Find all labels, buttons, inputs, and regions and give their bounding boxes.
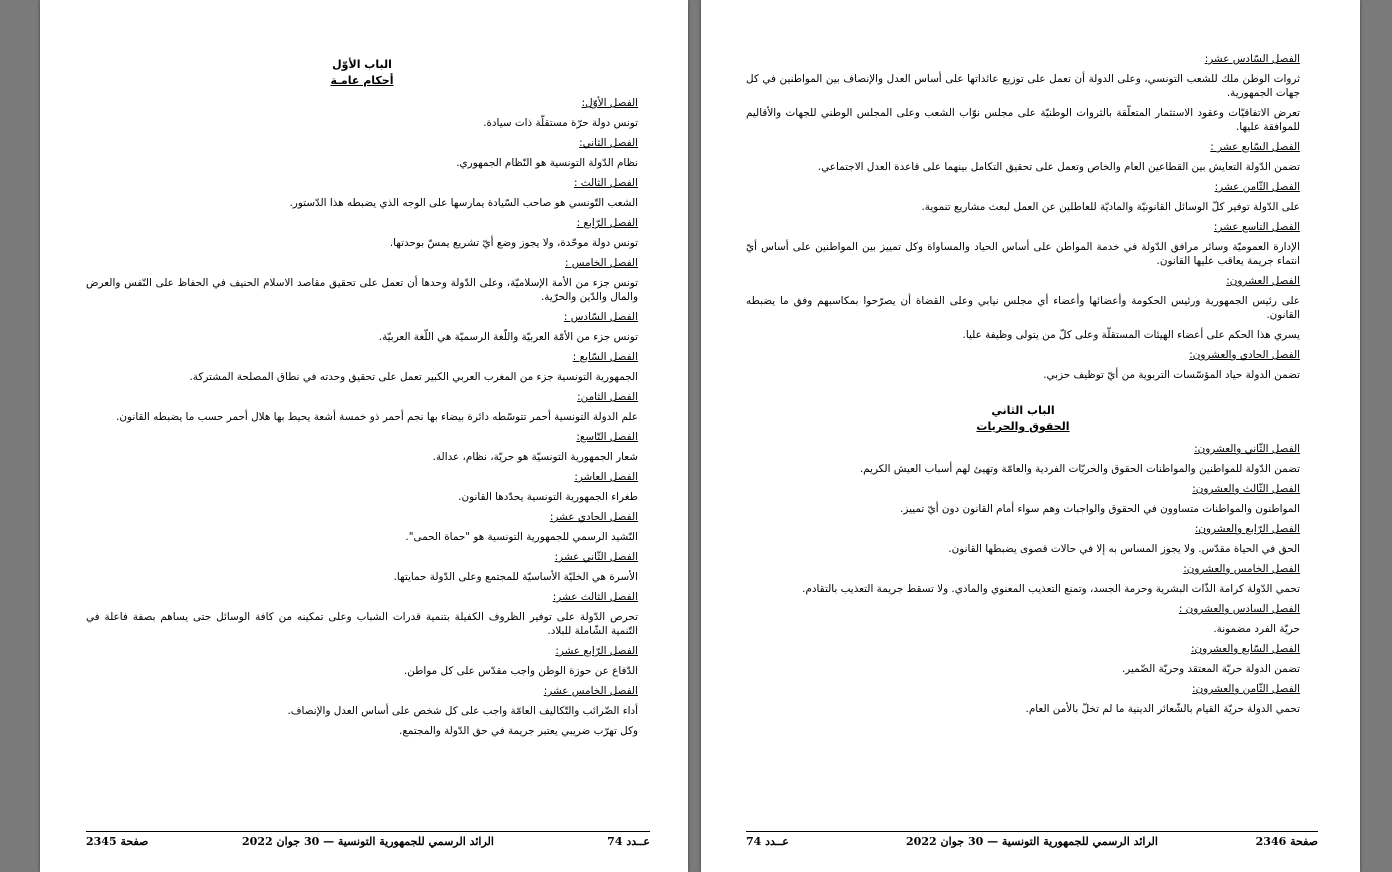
article — [86, 470, 638, 504]
article-heading: الفصل الثّاني والعشرون: — [1194, 443, 1300, 455]
article-text: تضمن الدّولة للمواطنين والمواطنات الحقوق والحريّات الفردية والعامّة وتهيئ لهم أسباب العيش الكريم. — [859, 463, 1300, 475]
article-heading: الفصل الثّامن عشر: — [1214, 181, 1300, 193]
article — [746, 442, 1300, 476]
article-heading: الفصل العشرون: — [1226, 275, 1300, 287]
article-heading: الفصل الخامس عشر: — [543, 685, 638, 697]
gazette-page-left — [40, 0, 688, 872]
article-text: نظام الدّولة التونسية هو النّظام الجمهوري. — [456, 157, 638, 169]
page-number: صفحة 2345 — [86, 835, 149, 848]
article-text: علم الدولة التونسية أحمر تتوسّطه دائرة بيضاء بها نجم أحمر ذو خمسة أشعة يحيط بها هلال أحمر حسب ما يضبطه القانون. — [116, 411, 638, 423]
article-text: تحرص الدّولة على توفير الظروف الكفيلة بتنمية قدرات الشباب وعلى تمكينه من كافة الوسائل حتى يساهم بصفة فاعلة في التّنمية الشّاملة للبلاد. — [86, 611, 638, 637]
article — [746, 52, 1300, 134]
article-text: تونس جزء من الأمة الإسلاميّة، وعلى الدّولة وحدها أن تعمل على تحقيق مقاصد الاسلام الحنيف في الحفاظ على النّفس والعرض والمال والدّين والحرّية. — [86, 277, 638, 303]
articles-list — [746, 442, 1300, 716]
article-text: شعار الجمهورية التونسيّة هو حريّة، نظام، عدالة. — [432, 451, 638, 463]
article-heading: الفصل الثّالث والعشرون: — [1192, 483, 1300, 495]
article-text: تونس جزء من الأمّة العربيّة واللّغة الرسميّة هي اللّغة العربيّة. — [378, 331, 638, 343]
article-heading: الفصل الحادي والعشرون: — [1189, 349, 1300, 361]
gazette-title: الرائد الرسمي للجمهورية التونسية — 30 جوان 2022 — [906, 835, 1158, 848]
article — [746, 562, 1300, 596]
article-heading: الفصل الثّاني عشر: — [554, 551, 638, 563]
article-text: وكل تهرّب ضريبي يعتبر جريمة في حق الدّولة والمجتمع. — [399, 725, 638, 737]
article-text: يسري هذا الحكم على أعضاء الهيئات المستقلّة وعلى كلّ من يتولى وظيفة عليا. — [962, 329, 1300, 341]
article — [86, 390, 638, 424]
article — [86, 216, 638, 250]
article-heading: الفصل الحادي عشر: — [549, 511, 638, 523]
article — [86, 510, 638, 544]
gazette-page-right — [701, 0, 1360, 872]
article-text: الشعب التّونسي هو صاحب السّيادة يمارسها على الوجه الذي يضبطه هذا الدّستور. — [289, 197, 638, 209]
article-heading: الفصل الثامن: — [577, 391, 638, 403]
article-text: تضمن الدولة حريّة المعتقد وحريّة الضّمير. — [1121, 663, 1300, 675]
issue-number: عــدد 74 — [746, 835, 789, 848]
article-heading: الفصل الخامس : — [564, 257, 638, 269]
chapter-title: الباب الثاني — [991, 404, 1055, 417]
article-text: الجمهورية التونسية جزء من المغرب العربي الكبير تعمل على تحقيق وحدته في نطاق المصلحة المشتركة. — [189, 371, 638, 383]
article-text: النّشيد الرسمي للجمهورية التونسية هو "حماة الحمى". — [405, 531, 638, 543]
page-footer — [746, 831, 1318, 850]
article-text: تونس دولة حرّة مستقلّة ذات سيادة. — [483, 117, 638, 129]
article-text: تضمن الدّولة التعايش بين القطاعين العام والخاص وتعمل على تحقيق التكامل بينهما على قاعدة العدل الاجتماعي. — [817, 161, 1300, 173]
article-heading: الفصل الثالث عشر: — [552, 591, 638, 603]
article — [86, 310, 638, 344]
article — [746, 348, 1300, 382]
article — [86, 176, 638, 210]
page-left-content — [86, 58, 638, 744]
article — [746, 602, 1300, 636]
article — [86, 256, 638, 304]
article — [746, 522, 1300, 556]
article — [86, 350, 638, 384]
article-text: الإدارة العموميّة وسائر مرافق الدّولة في خدمة المواطن على أساس الحياد والمساواة وكل تمييز بين المواطنين على أساس أيّ انتماء جريمة يعاقب عليها القانون. — [746, 241, 1300, 267]
article-text: ثروات الوطن ملك للشعب التونسي، وعلى الدولة أن تعمل على توزيع عائداتها على أساس العدل والإنصاف بين المواطنين في كل جهات الجمهورية. — [746, 73, 1300, 99]
article — [86, 550, 638, 584]
article-heading: الفصل التاسع عشر: — [1213, 221, 1300, 233]
article-heading: الفصل السّابع والعشرون: — [1191, 643, 1300, 655]
article-text: طغراء الجمهورية التونسية يحدّدها القانون. — [458, 491, 638, 503]
article — [746, 482, 1300, 516]
article-text: تضمن الدولة حياد المؤسّسات التربوية من أيّ توظيف حزبي. — [1043, 369, 1300, 381]
page-footer — [86, 831, 650, 850]
article-text: تحمي الدولة حريّة القيام بالشّعائر الدينية ما لم تخلّ بالأمن العام. — [1025, 703, 1300, 715]
page-right-content — [746, 52, 1300, 722]
article-text: تونس دولة موحّدة، ولا يجوز وضع أيّ تشريع يمسّ بوحدتها. — [389, 237, 638, 249]
chapter-subtitle: الحقوق والحريات — [976, 420, 1070, 433]
article-heading: الفصل الرّابع والعشرون: — [1194, 523, 1300, 535]
article-heading: الفصل الثّامن والعشرون: — [1192, 683, 1300, 695]
articles-list — [86, 96, 638, 738]
article-text: المواطنون والمواطنات متساوون في الحقوق والواجبات وهم سواء أمام القانون دون أيّ تمييز. — [900, 503, 1300, 515]
page-number: صفحة 2346 — [1255, 835, 1318, 848]
article-heading: الفصل السّادس : — [563, 311, 638, 323]
article-text: الدّفاع عن حوزة الوطن واجب مقدّس على كل مواطن. — [403, 665, 638, 677]
article-heading: الفصل السادس والعشرون : — [1178, 603, 1300, 615]
issue-number: عــدد 74 — [607, 835, 650, 848]
article — [86, 644, 638, 678]
article — [86, 136, 638, 170]
articles-list — [746, 52, 1300, 382]
article-text: على الدّولة توفير كلّ الوسائل القانونيّة والماديّة للعاطلين عن العمل لبعث مشاريع تنموية. — [921, 201, 1300, 213]
chapter-subtitle: أحكام عامـة — [330, 74, 394, 87]
article — [86, 430, 638, 464]
article — [86, 590, 638, 638]
article-heading: الفصل الأوّل: — [581, 97, 638, 109]
article-heading: الفصل الرّابع : — [576, 217, 638, 229]
article-text: الحق في الحياة مقدّس. ولا يجوز المساس به إلا في حالات قصوى يضبطها القانون. — [948, 543, 1300, 555]
article-text: تحمي الدّولة كرامة الذّات البشرية وحرمة الجسد، وتمنع التعذيب المعنوي والمادي. ولا تسقط جريمة التعذيب بالتقادم. — [802, 583, 1300, 595]
article-heading: الفصل الثاني: — [579, 137, 638, 149]
article-heading: الفصل الرّابع عشر: — [555, 645, 638, 657]
article-heading: الفصل الخامس والعشرون: — [1183, 563, 1300, 575]
article — [746, 642, 1300, 676]
article — [86, 96, 638, 130]
article-heading: الفصل السّابع عشر : — [1210, 141, 1300, 153]
gazette-title: الرائد الرسمي للجمهورية التونسية — 30 جوان 2022 — [242, 835, 494, 848]
article-text: الأسرة هي الخليّة الأساسيّة للمجتمع وعلى الدّولة حمايتها. — [393, 571, 638, 583]
article — [86, 684, 638, 738]
article — [746, 274, 1300, 342]
article-heading: الفصل السّابع : — [572, 351, 638, 363]
article-text: على رئيس الجمهورية ورئيس الحكومة وأعضائها وأعضاء أي مجلس نيابي وعلى القضاة أن يصرّحوا بمكاسبهم وفق ما يضبطه القانون. — [746, 295, 1300, 321]
chapter-title: الباب الأوّل — [332, 58, 392, 71]
article — [746, 682, 1300, 716]
article-heading: الفصل التّاسع: — [576, 431, 638, 443]
article — [746, 140, 1300, 174]
article-text: حريّة الفرد مضمونة. — [1213, 623, 1300, 635]
article — [746, 180, 1300, 214]
article-heading: الفصل الثالث : — [573, 177, 638, 189]
article-heading: الفصل العاشر: — [574, 471, 638, 483]
article-heading: الفصل السّادس عشر: — [1204, 53, 1300, 65]
article-text: أداء الضّرائب والتّكاليف العامّة واجب على كل شخص على أساس العدل والإنصاف. — [287, 705, 638, 717]
article — [746, 220, 1300, 268]
article-text: تعرض الاتفاقيّات وعقود الاستثمار المتعلّقة بالثروات الوطنيّة على مجلس نوّاب الشعب وعلى المجلس الوطني للجهات والأقاليم للموافقة عليها. — [746, 107, 1300, 133]
